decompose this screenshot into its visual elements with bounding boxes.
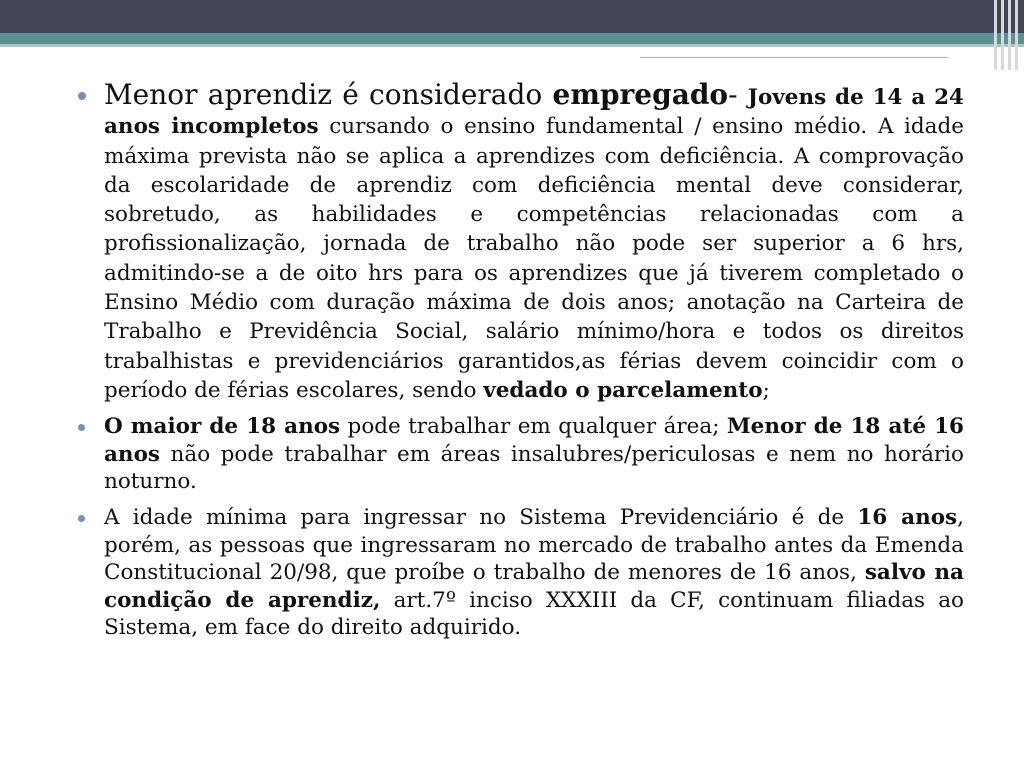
bullet-text: A idade mínima para ingressar no Sistema Previdenciário é de bbox=[104, 505, 858, 531]
bullet-text: ; bbox=[762, 377, 770, 403]
slide-content bbox=[78, 80, 964, 650]
bullet-text: , porém, as pessoas que ingressaram no mercado de trabalho antes da Emenda Constitucional 20/98, que proíbe o trabalho de menores de 16 anos, bbox=[104, 505, 964, 586]
bullet-bold-text: O maior de 18 anos bbox=[104, 414, 341, 440]
accent-bar bbox=[0, 33, 1024, 44]
bullet-bold-text: empregado bbox=[552, 78, 729, 111]
bullet-text: - bbox=[728, 78, 748, 111]
decorative-line bbox=[640, 57, 948, 58]
bullet-text: cursando o ensino fundamental / ensino médio. A idade máxima prevista não se aplica a aprendizes com deficiência. A comprovação da escolaridade de aprendiz com deficiência mental deve considerar, sobretudo, as habilidades e competências relacionadas com a profissionalização, jornada de trabalho não pode ser superior a 6 hrs, admitindo-se a de oito hrs para os aprendizes que já tiverem completado o Ensino Médio com duração máxima de dois anos; anotação na Carteira de Trabalho e Previdência Social, salário mínimo/hora e todos os direitos trabalhistas e previdenciários garantidos,as férias devem coincidir com o período de férias escolares, sendo bbox=[104, 114, 964, 403]
bullet-item bbox=[78, 504, 964, 642]
accent-line bbox=[0, 44, 1024, 47]
bullet-bold-text: Jovens de 14 a 24 anos incompletos bbox=[104, 85, 964, 140]
bullet-text: não pode trabalhar em áreas insalubres/periculosas e nem no horário noturno. bbox=[104, 441, 964, 495]
bullet-bold-text: salvo na condição de aprendiz, bbox=[104, 560, 964, 613]
header-bar bbox=[0, 0, 1024, 33]
bullet-text: pode trabalhar em qualquer área; bbox=[340, 414, 727, 440]
bullet-item bbox=[78, 413, 964, 496]
bullet-bold-text: Menor de 18 até 16 anos bbox=[104, 414, 964, 467]
bullet-bold-text: 16 anos bbox=[857, 505, 958, 531]
bullet-text: Menor aprendiz é considerado bbox=[104, 78, 553, 111]
bullet-item bbox=[78, 80, 964, 405]
bullet-text: art.7º inciso XXXIII da CF, continuam filiadas ao Sistema, em face do direito adquirido. bbox=[104, 587, 964, 641]
bullet-dot-icon bbox=[78, 92, 86, 100]
corner-stripes bbox=[990, 0, 1024, 70]
bullet-dot-icon bbox=[78, 424, 85, 431]
bullet-dot-icon bbox=[78, 515, 85, 522]
bullet-bold-text: vedado o parcelamento bbox=[483, 377, 763, 403]
